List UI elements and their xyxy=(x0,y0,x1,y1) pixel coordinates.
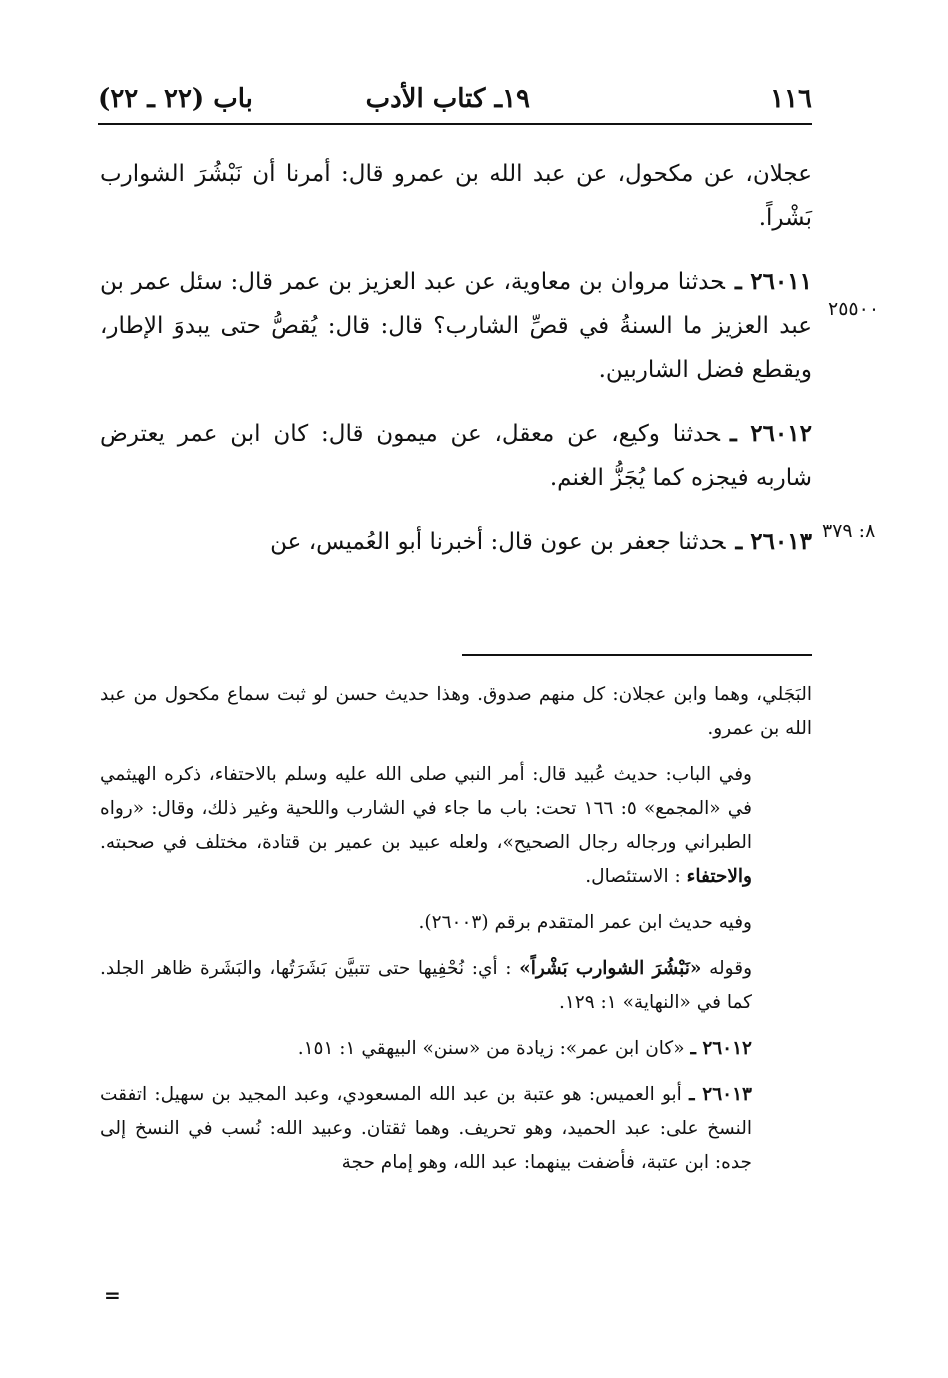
hadith-number: ٢٦٠١٢ ـ xyxy=(729,420,812,447)
footnote: ٢٦٠١٣ ـ أبو العميس: هو عتبة بن عبد الله المسعودي، وعبد المجيد بن سهيل: اتفقت النسخ على: عبد الحميد، وهو تحريف. وهما ثقتان. وعبيد الله: نُسب في النسخ إلى جده: ابن عتبة، فأضفت بينهما: عبد الله، وهو إمام حجة xyxy=(100,1084,752,1173)
hadith-26011 xyxy=(100,260,812,392)
page-header xyxy=(98,80,812,118)
page-number: ١١٦ xyxy=(770,84,812,114)
footnote: البَجَلي، وهما وابن عجلان: كل منهم صدوق. وهذا حديث حسن لو ثبت سماع مكحول من عبد الله بن عمرو. xyxy=(100,684,812,739)
hadith-text: حدثنا مروان بن معاوية، عن عبد العزيز بن عمر قال: سئل عمر بن عبد العزيز ما السنةُ في قصِّ الشارب؟ قال: قال: يُقصُّ حتى يبدوَ الإطار، ويقطع فضل الشاربين. xyxy=(100,269,812,383)
footnote: وقوله «نَبْشُرَ الشوارب بَشْراً» : أي: نُحْفِيها حتى تتبيَّن بَشَرَتُها، والبَشَرة ظاهر الجلد. كما في «النهاية» ١: ١٢٩. xyxy=(100,958,752,1013)
hadith-number: ٢٦٠١٣ ـ xyxy=(735,528,812,555)
hadith-number: ٢٦٠١١ ـ xyxy=(735,268,812,295)
continuation-mark: = xyxy=(104,1283,121,1307)
margin-reference: ٢٥٥٠٠ xyxy=(828,298,880,320)
footnote-divider xyxy=(462,654,812,656)
book-title: ١٩ـ كتاب الأدب xyxy=(365,84,530,114)
header-divider xyxy=(98,123,812,125)
chapter-title: باب (٢٢ ـ ٢٢) xyxy=(98,84,253,114)
hadith-text: حدثنا جعفر بن عون قال: أخبرنا أبو العُميس، عن xyxy=(270,529,726,555)
hadith-text: حدثنا وكيع، عن معقل، عن ميمون قال: كان ابن عمر يعترض شاربه فيجزه كما يُجَزُّ الغنم. xyxy=(100,421,812,491)
hadith-26012 xyxy=(100,412,812,500)
main-text xyxy=(100,152,812,584)
footnote: وفي الباب: حديث عُبيد قال: أمر النبي صلى الله عليه وسلم بالاحتفاء، ذكره الهيثمي في «المجمع» ٥: ١٦٦ تحت: باب ما جاء في الشارب واللحية وغير ذلك، وقال: «رواه الطبراني ورجاله رجال الصحيح»، ولعله عبيد بن عمير بن قتادة، مختلف في صحبته. والاحتفاء : الاستئصال. xyxy=(100,764,752,887)
footnotes xyxy=(100,678,812,1192)
footnote: وفيه حديث ابن عمر المتقدم برقم (٢٦٠٠٣). xyxy=(418,912,752,933)
margin-reference: ٨: ٣٧٩ xyxy=(822,520,876,542)
footnote: ٢٦٠١٢ ـ «كان ابن عمر»: زيادة من «سنن» البيهقي ١: ١٥١. xyxy=(297,1038,752,1059)
hadith-26013 xyxy=(100,520,812,564)
paragraph-continuation: عجلان، عن مكحول، عن عبد الله بن عمرو قال: أمرنا أن نَبْشُرَ الشوارب بَشْراً. xyxy=(100,161,812,231)
